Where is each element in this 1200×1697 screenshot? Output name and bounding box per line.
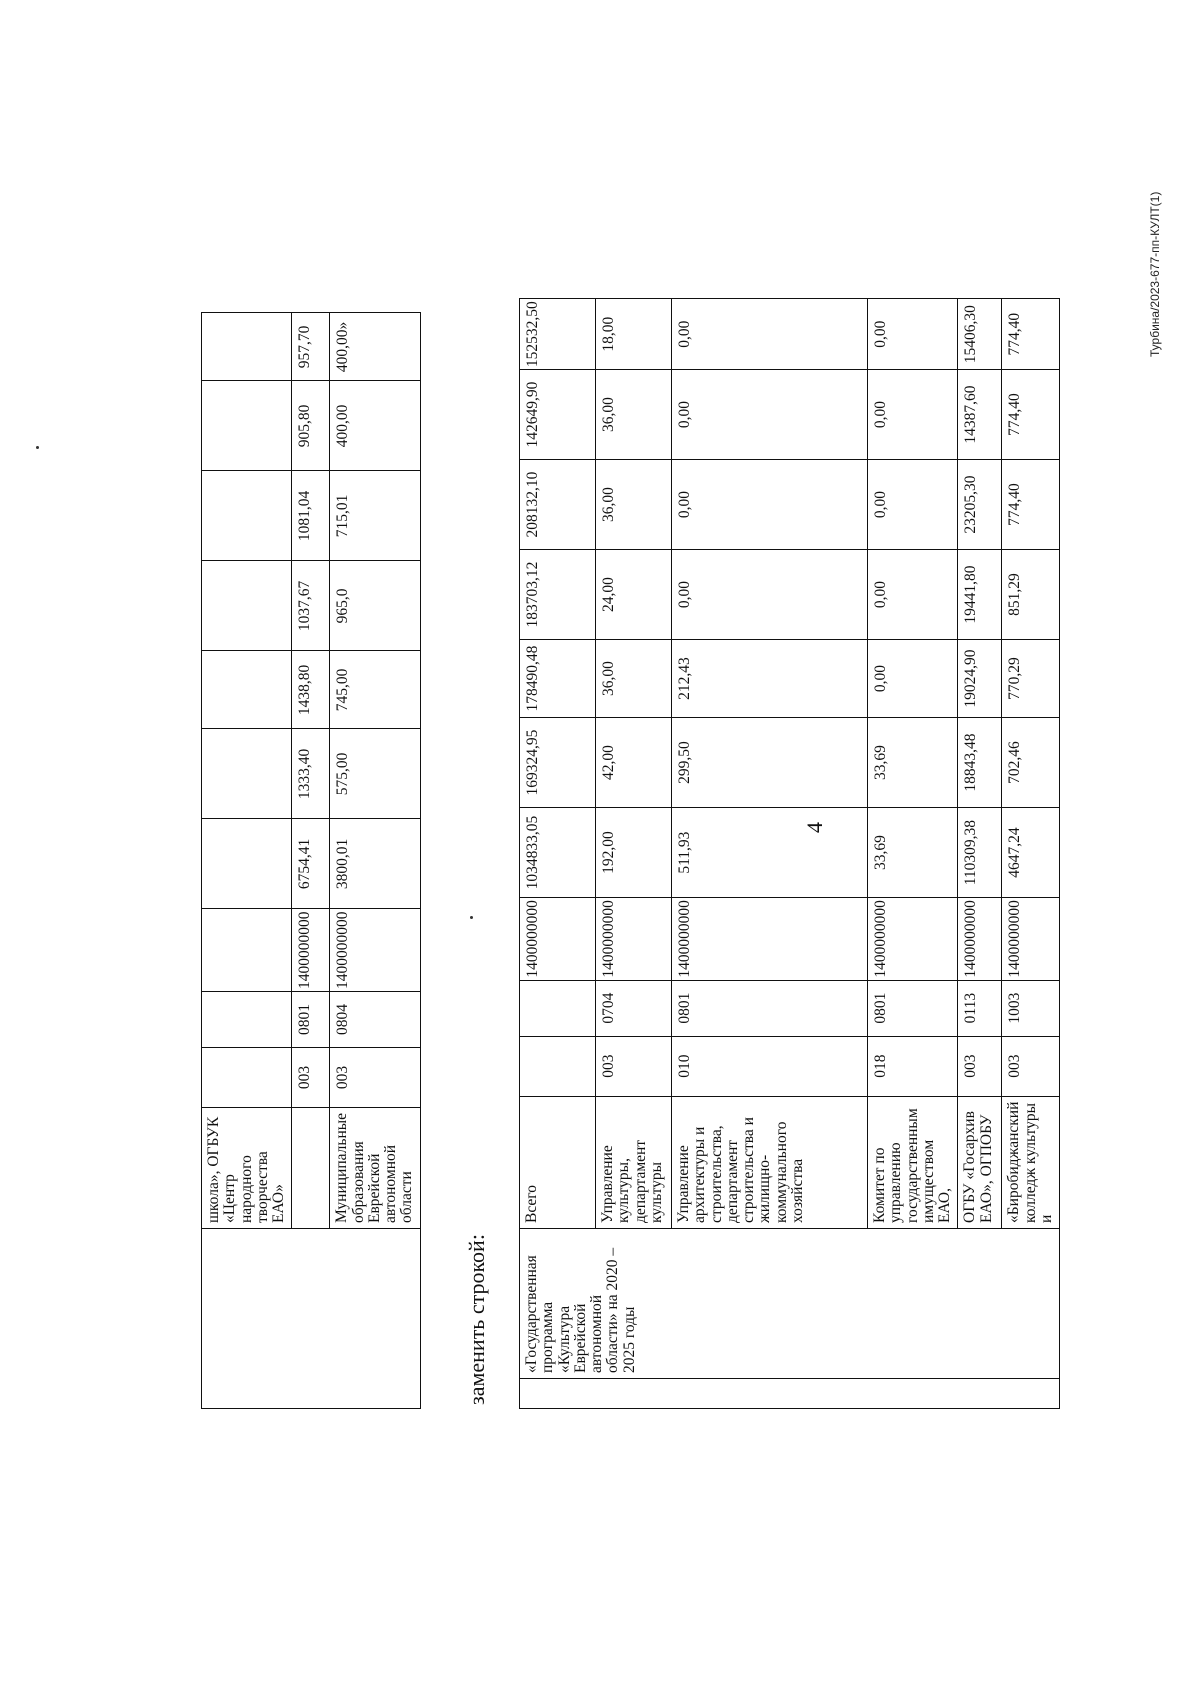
cell-value: 018 — [868, 1036, 958, 1096]
cell-value: 33,69 — [868, 718, 958, 808]
cell-value: 0,00 — [672, 550, 868, 640]
cell-value: 1003 — [1002, 980, 1060, 1036]
cell-value: 003 — [330, 1047, 420, 1107]
cell-value: 400,00 — [330, 381, 420, 471]
cell-value: 003 — [958, 1036, 1002, 1096]
cell-executor: Комитет по управлению государственным имуществом ЕАО, — [868, 1096, 958, 1228]
cell-value: 851,29 — [1002, 550, 1060, 640]
cell-value: 178490,48 — [520, 640, 596, 718]
cell-value: 400,00» — [330, 313, 420, 381]
cell-value: 3800,01 — [330, 819, 420, 909]
cell-value: 905,80 — [292, 381, 330, 471]
cell-value: 142649,90 — [520, 370, 596, 460]
cell-executor: Всего — [520, 1096, 596, 1228]
cell-value: 299,50 — [672, 718, 868, 808]
cell-value — [202, 651, 292, 729]
cell-value: 36,00 — [596, 460, 672, 550]
cell-value — [202, 313, 292, 381]
cell-value: 15406,30 — [958, 299, 1002, 370]
cell-value: 18,00 — [596, 299, 672, 370]
cell-value: 1400000000 — [292, 909, 330, 992]
cell-value — [202, 729, 292, 819]
cell-value: 1333,40 — [292, 729, 330, 819]
cell-value: 1438,80 — [292, 651, 330, 729]
cell-value: 774,40 — [1002, 460, 1060, 550]
cell-value: 169324,95 — [520, 718, 596, 808]
table-row — [202, 313, 292, 1409]
cell-value: 1400000000 — [596, 898, 672, 981]
cell-value: 33,69 — [868, 808, 958, 898]
cell-value: 1081,04 — [292, 471, 330, 561]
cell-value: 1400000000 — [520, 898, 596, 981]
page-number: 4 — [802, 822, 827, 833]
cell-value: 36,00 — [596, 370, 672, 460]
cell-value: 0,00 — [868, 640, 958, 718]
cell-value: 42,00 — [596, 718, 672, 808]
cell-value: 183703,12 — [520, 550, 596, 640]
cell-value: 511,93 — [672, 808, 868, 898]
cell-value: 36,00 — [596, 640, 672, 718]
cell-executor: школа», ОГБУК «Центр народного творчества ЕАО» — [202, 1107, 292, 1228]
cell-value — [202, 1047, 292, 1107]
cell-blank — [520, 1379, 1060, 1409]
table-replacement — [519, 298, 1060, 1409]
cell-value: 003 — [1002, 1036, 1060, 1096]
cell-value — [520, 980, 596, 1036]
cell-value: 010 — [672, 1036, 868, 1096]
document-code: Турбина/2023-677-пп-КУЛТ(1) — [1148, 191, 1162, 357]
cell-value — [202, 471, 292, 561]
cell-value: 003 — [596, 1036, 672, 1096]
cell-value: 774,40 — [1002, 370, 1060, 460]
cell-value: 24,00 — [596, 550, 672, 640]
cell-value: 19441,80 — [958, 550, 1002, 640]
cell-executor: «Биробиджанский колледж культуры и — [1002, 1096, 1060, 1228]
cell-executor: ОГБУ «Госархив ЕАО», ОГПОБУ — [958, 1096, 1002, 1228]
cell-value: 0801 — [868, 980, 958, 1036]
cell-value: 192,00 — [596, 808, 672, 898]
cell-value: 14387,60 — [958, 370, 1002, 460]
cell-value: 212,43 — [672, 640, 868, 718]
speck — [470, 916, 473, 919]
cell-value: 957,70 — [292, 313, 330, 381]
cell-value — [520, 1036, 596, 1096]
cell-value: 702,46 — [1002, 718, 1060, 808]
cell-value: 1034833,05 — [520, 808, 596, 898]
cell-value: 6754,41 — [292, 819, 330, 909]
cell-value: 1400000000 — [672, 898, 868, 981]
cell-value: 0704 — [596, 980, 672, 1036]
cell-executor: Управление культуры, департамент культуры — [596, 1096, 672, 1228]
cell-value: 0,00 — [672, 299, 868, 370]
cell-value: 003 — [292, 1047, 330, 1107]
table-row — [520, 299, 596, 1409]
cell-value: 0,00 — [672, 460, 868, 550]
cell-value: 4647,24 — [1002, 808, 1060, 898]
table-continuation — [201, 312, 421, 1409]
cell-value: 0,00 — [868, 460, 958, 550]
cell-value: 0,00 — [868, 299, 958, 370]
cell-value — [202, 991, 292, 1047]
cell-value: 770,29 — [1002, 640, 1060, 718]
cell-value: 152532,50 — [520, 299, 596, 370]
cell-program — [202, 1229, 421, 1409]
cell-value: 0801 — [672, 980, 868, 1036]
cell-value: 19024,90 — [958, 640, 1002, 718]
replace-label: заменить строкой: — [464, 1234, 489, 1405]
cell-value — [202, 561, 292, 651]
cell-value: 745,00 — [330, 651, 420, 729]
cell-value: 575,00 — [330, 729, 420, 819]
cell-value: 208132,10 — [520, 460, 596, 550]
cell-value — [202, 381, 292, 471]
speck — [36, 446, 39, 449]
cell-executor: Управление архитектуры и строительства, департамент строительства и жилищно-коммунального хозяйства — [672, 1096, 868, 1228]
cell-executor: Муниципальные образования Еврейской автономной области — [330, 1107, 420, 1228]
cell-value: 0804 — [330, 991, 420, 1047]
cell-value: 23205,30 — [958, 460, 1002, 550]
cell-value: 774,40 — [1002, 299, 1060, 370]
cell-value: 1400000000 — [1002, 898, 1060, 981]
cell-value: 0801 — [292, 991, 330, 1047]
cell-value — [202, 819, 292, 909]
cell-value: 18843,48 — [958, 718, 1002, 808]
cell-value: 1400000000 — [330, 909, 420, 992]
cell-value: 715,01 — [330, 471, 420, 561]
cell-value: 0,00 — [868, 550, 958, 640]
cell-value: 0,00 — [868, 370, 958, 460]
cell-value: 1400000000 — [868, 898, 958, 981]
cell-value — [202, 909, 292, 992]
cell-executor — [292, 1107, 330, 1228]
cell-value: 0,00 — [672, 370, 868, 460]
cell-value: 1037,67 — [292, 561, 330, 651]
cell-program: «Государственная программа «Культура Еврейской автономной области» на 2020 – 2025 годы — [520, 1229, 1060, 1379]
cell-value: 965,0 — [330, 561, 420, 651]
cell-value: 110309,38 — [958, 808, 1002, 898]
cell-value: 1400000000 — [958, 898, 1002, 981]
cell-value: 0113 — [958, 980, 1002, 1036]
